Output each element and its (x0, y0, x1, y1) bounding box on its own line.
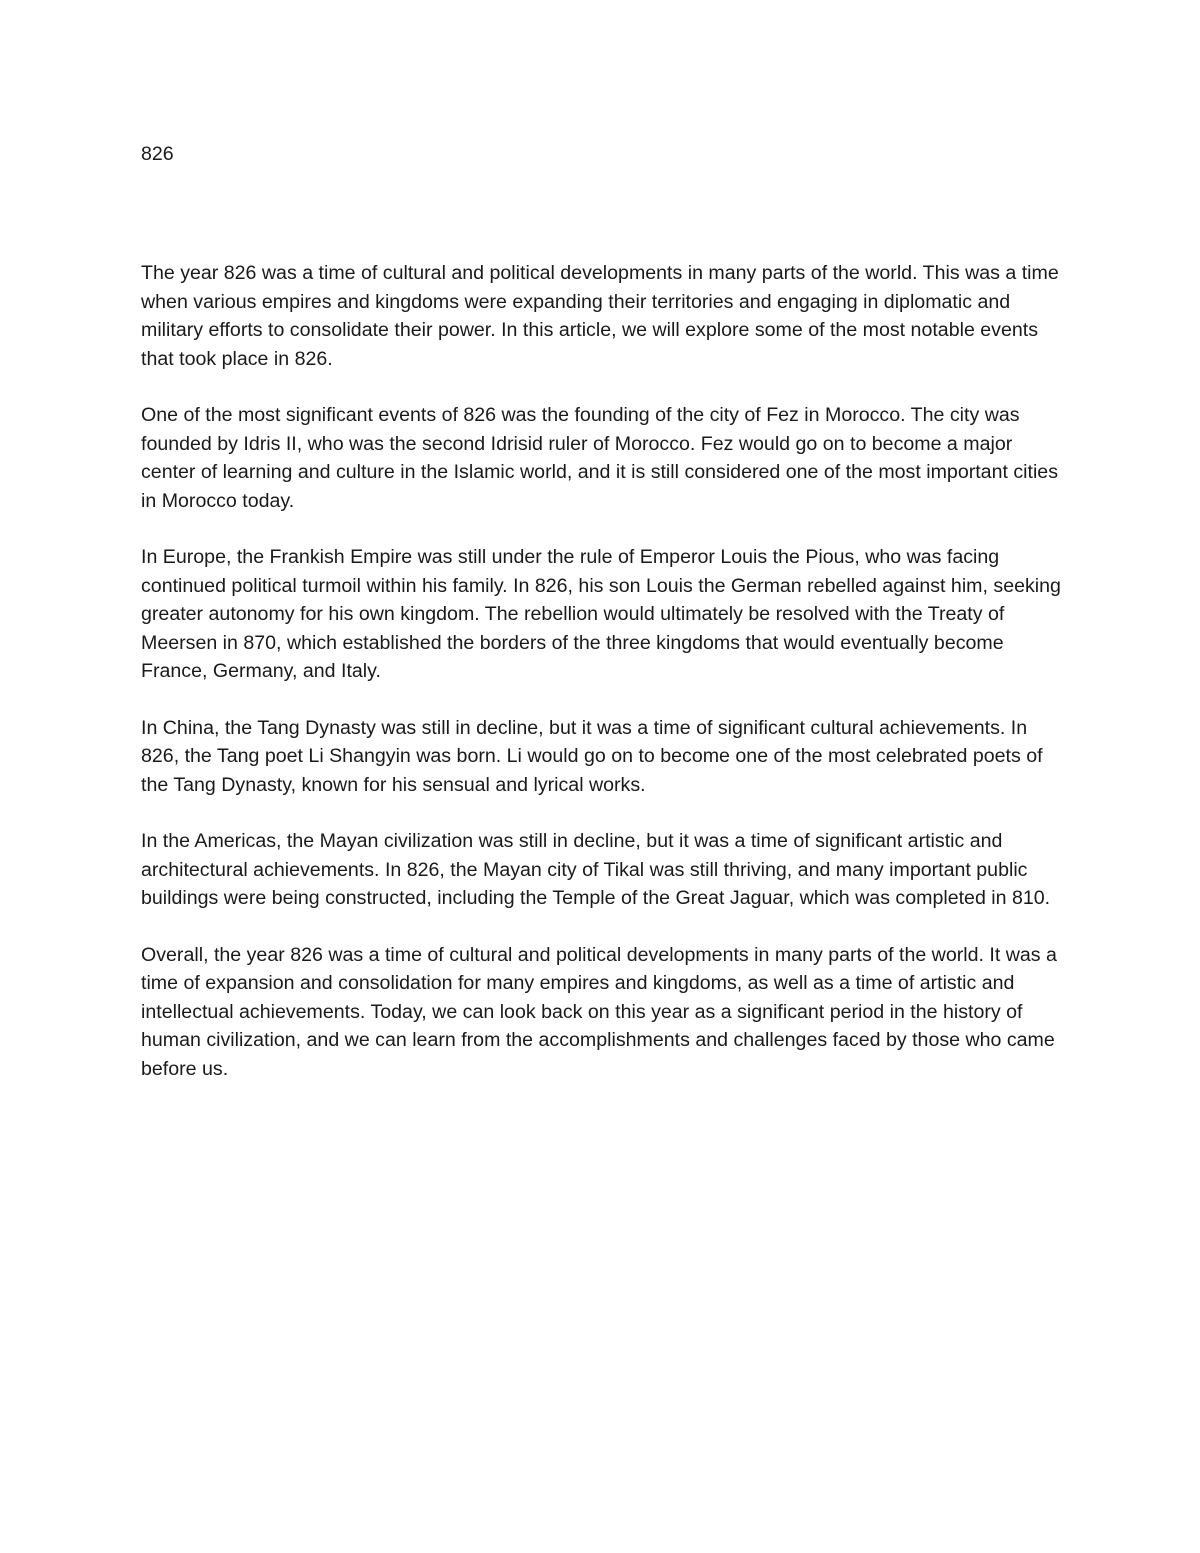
paragraph-intro: The year 826 was a time of cultural and political developments in many parts of the world. This was a time when various empires and kingdoms were expanding their territories and engaging in diplomatic and military efforts to consolidate their power. In this article, we will explore some of the most notable events that took place in 826. (141, 262, 1059, 370)
paragraph-china: In China, the Tang Dynasty was still in decline, but it was a time of significant cultural achievements. In 826, the Tang poet Li Shangyin was born. Li would go on to become one of the most celebrated poets of the Tang Dynasty, known for his sensual and lyrical works. (141, 716, 1043, 796)
document-body (141, 140, 1066, 1112)
document-title: 826 (141, 143, 174, 165)
paragraph-americas: In the Americas, the Mayan civilization was still in decline, but it was a time of significant artistic and architectural achievements. In 826, the Mayan city of Tikal was still thriving, and many important public buildings were being constructed, including the Temple of the Great Jaguar, which was completed in 810. (141, 830, 1051, 910)
paragraph-fez: One of the most significant events of 826 was the founding of the city of Fez in Morocco. The city was founded by Idris II, who was the second Idrisid ruler of Morocco. Fez would go on to become a major center of learning and culture in the Islamic world, and it is still considered one of the most important cities in Morocco today. (141, 404, 1059, 512)
paragraph-europe: In Europe, the Frankish Empire was still under the rule of Emperor Louis the Pious, who was facing continued political turmoil within his family. In 826, his son Louis the German rebelled against him, seeking greater autonomy for his own kingdom. The rebellion would ultimately be resolved with the Treaty of Meersen in 870, which established the borders of the three kingdoms that would eventually become France, Germany, and Italy. (141, 546, 1061, 683)
paragraph-conclusion: Overall, the year 826 was a time of cultural and political developments in many parts of the world. It was a time of expansion and consolidation for many empires and kingdoms, as well as a time of artistic and intellectual achievements. Today, we can look back on this year as a significant period in the history of human civilization, and we can learn from the accomplishments and challenges faced by those who came before us. (141, 944, 1057, 1080)
